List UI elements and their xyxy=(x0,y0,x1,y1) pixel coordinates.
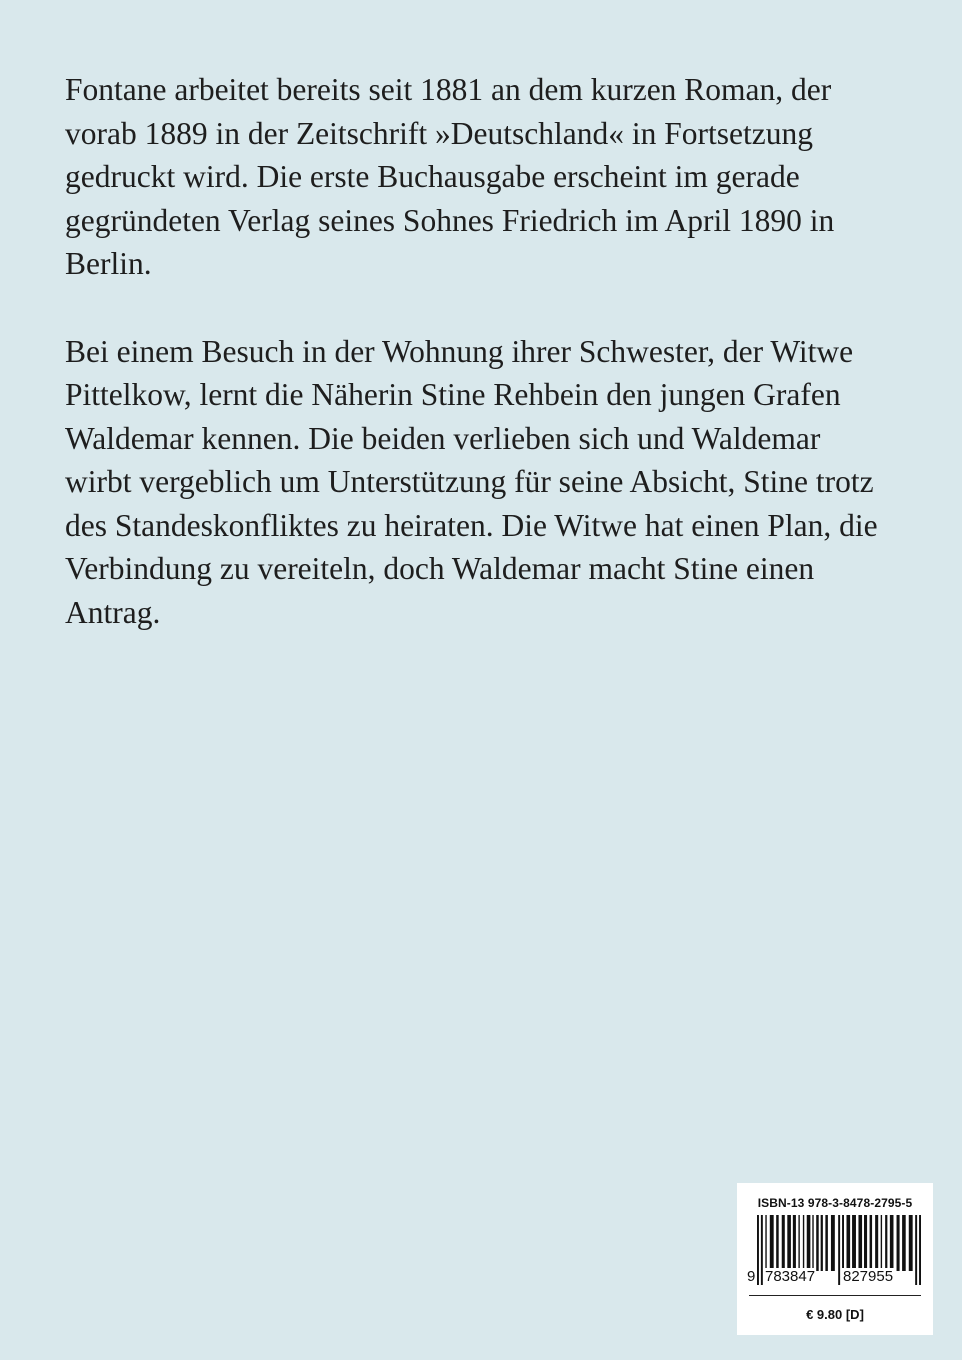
blurb-line: Bei einem Besuch in der Wohnung ihrer Schwester, der Witwe xyxy=(65,333,854,369)
blurb-line: gegründeten Verlag seines Sohnes Friedrich im April 1890 in xyxy=(65,202,835,238)
blurb-line: Verbindung zu vereiteln, doch Waldemar macht Stine einen xyxy=(65,551,815,586)
blurb-line: des Standeskonfliktes zu heiraten. Die Witwe hat einen Plan, die xyxy=(65,507,878,543)
blurb-paragraph-1 xyxy=(65,68,905,286)
blurb-line: Fontane arbeitet bereits seit 1881 an dem kurzen Roman, der xyxy=(65,72,832,107)
blurb-paragraph-2 xyxy=(65,330,905,635)
isbn-number: ISBN-13 978-3-8478-2795-5 xyxy=(757,1196,913,1210)
blurb-line: vorab 1889 in der Zeitschrift »Deutschland« in Fortsetzung xyxy=(65,115,813,151)
barcode-digits xyxy=(744,1268,929,1288)
price-label: € 9.80 [D] xyxy=(806,1307,864,1322)
isbn-barcode-label xyxy=(737,1183,933,1335)
blurb-line: Berlin. xyxy=(65,246,152,281)
barcode-digit-first: 9 xyxy=(747,1268,756,1285)
barcode-digits-right: 827955 xyxy=(843,1268,894,1285)
blurb-line: Waldemar kennen. Die beiden verlieben sich und Waldemar xyxy=(65,420,821,456)
blurb-line: wirbt vergeblich um Unterstützung für seine Absicht, Stine trotz xyxy=(65,464,874,499)
barcode-digits-left: 783847 xyxy=(765,1268,816,1285)
back-cover-blurb xyxy=(65,68,905,678)
blurb-line: gedruckt wird. Die erste Buchausgabe erscheint im gerade xyxy=(65,159,800,194)
blurb-line: Pittelkow, lernt die Näherin Stine Rehbein den jungen Grafen xyxy=(65,377,841,412)
blurb-line: Antrag. xyxy=(65,594,161,630)
label-divider xyxy=(749,1295,921,1296)
